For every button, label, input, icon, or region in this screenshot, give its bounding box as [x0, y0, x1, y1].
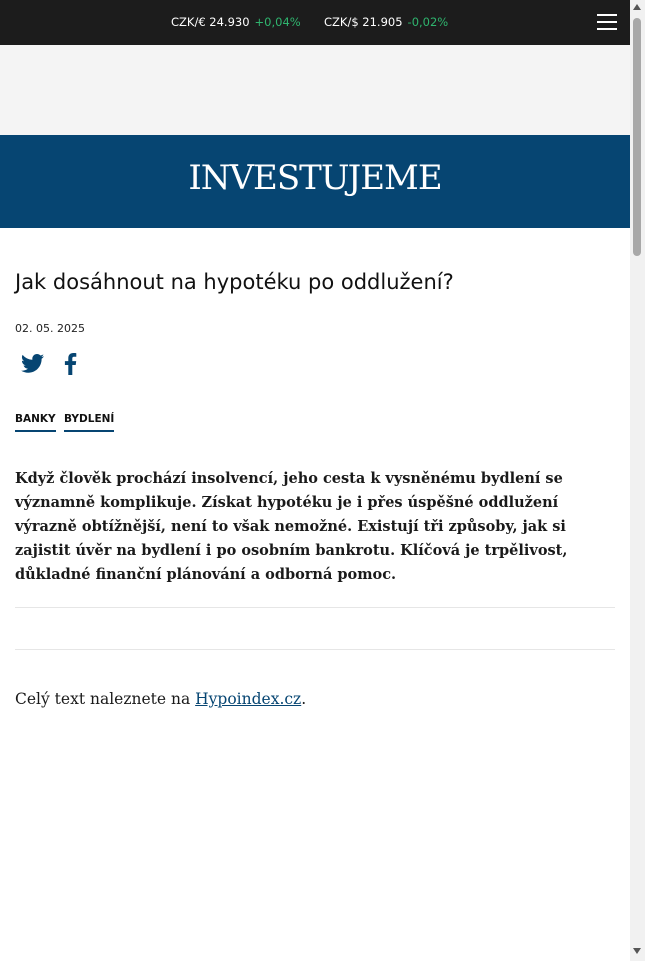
facebook-icon[interactable]	[64, 353, 77, 375]
ticker-bar	[0, 0, 630, 45]
source-note	[15, 690, 615, 708]
tag-bydleni[interactable]: BYDLENÍ	[64, 413, 114, 432]
rate-usd	[324, 15, 448, 29]
article-title: Jak dosáhnout na hypotéku po oddlužení?	[15, 270, 454, 294]
scroll-down-arrow-icon[interactable]	[633, 948, 641, 954]
rate-eur-change: +0,04%	[254, 15, 301, 29]
rate-usd-pair: CZK/$ 21.905	[324, 15, 403, 29]
rate-eur	[171, 15, 301, 29]
hamburger-menu-icon[interactable]	[597, 14, 617, 30]
scroll-up-arrow-icon[interactable]	[633, 4, 641, 10]
site-logo[interactable]: INVESTUJEME	[188, 158, 442, 198]
twitter-icon[interactable]	[21, 353, 44, 374]
source-prefix: Celý text naleznete na	[15, 690, 196, 708]
divider	[15, 607, 615, 608]
source-link[interactable]: Hypoindex.cz	[195, 690, 302, 708]
divider	[15, 649, 615, 650]
article-perex: Když člověk prochází insolvencí, jeho cesta k vysněnému bydlení se významně komplikuje. Získat hypotéku je i přes úspěšné oddlužení výrazně obtížnější, není to však nemožné. Existují tři způsoby, jak si zajistit úvěr na bydlení i po osobním bankrotu. Klíčová je trpělivost, důkladné finanční plánování a odborná pomoc.	[15, 470, 568, 583]
rate-usd-change: -0,02%	[407, 15, 449, 29]
scrollbar-thumb[interactable]	[633, 18, 641, 256]
rate-eur-pair: CZK/€ 24.930	[171, 15, 250, 29]
source-suffix: .	[301, 690, 307, 708]
tag-banky[interactable]: BANKY	[15, 413, 56, 432]
ad-placeholder	[0, 45, 630, 135]
article-date: 02. 05. 2025	[15, 322, 85, 335]
